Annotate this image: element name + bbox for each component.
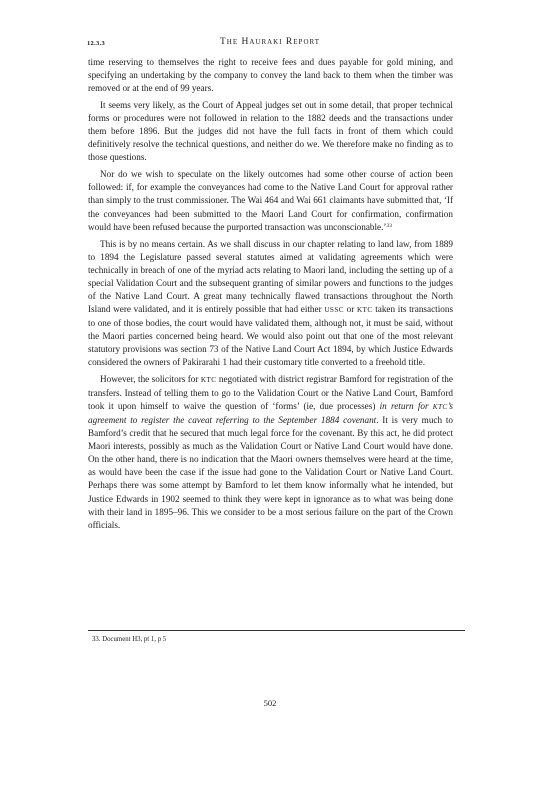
paragraph-text: This is by no means certain. As we shall discuss in our chapter relating to land law, from 1889 to 1894 the Legislature passed several statutes aimed at validating agreements which were technically in breach of one of the myriad acts relating to Maori land, including the setting up of a special Validation Court and the subsequent granting of similar powers and functions to the judges of the Native Land Court. A great many technically flawed transactions throughout the North Island were validated, and it is entirely possible that had either: [88, 238, 453, 314]
footnote-divider: [88, 630, 465, 631]
paragraph: [88, 168, 453, 233]
paragraph-text: or: [343, 303, 357, 314]
paragraph-text: taken its transactions to one of those bodies, the court would have validated them, although not, it must be said, without the Maori parties concerned being heard. We would also point out that one of the most relevant statutory provisions was section 73 of the Native Land Court Act 1894, by which Justice Edwards considered the owners of Pakirarahi 1 had their customary title converted to a freehold title.: [88, 303, 454, 368]
running-head: The Hauraki Report: [219, 37, 321, 47]
italic-segment: in return for: [379, 401, 433, 412]
paragraph-continued: time reserving to themselves the right to receive fees and dues payable for gold mining, and specifying an undertaking by the company to convey the land back to them when the timber was removed or at the end of 99 years.: [88, 57, 453, 94]
small-caps-abbrev: KTC: [200, 376, 217, 385]
paragraph: It seems very likely, as the Court of Appeal judges set out in some detail, that proper technical forms or procedures were not followed in relation to the 1882 deeds and the transactions under them before 1896. But the judges did not have the full facts in front of them which could definitively resolve the technical questions, and neither do we. We therefore make no finding as to those questions.: [88, 100, 453, 163]
small-caps-abbrev: KTC: [432, 403, 448, 412]
footnote-ref[interactable]: 33: [386, 222, 392, 229]
paragraph-text: However, the solicitors for: [100, 374, 201, 385]
italic-segment: ’s agreement to register the caveat referring to the September 1884 covenant: [88, 401, 454, 426]
page-number: 502: [263, 698, 277, 708]
small-caps-abbrev: USSC: [324, 305, 344, 314]
small-caps-abbrev: KTC: [356, 305, 373, 314]
footnote: 33. Document H3, pt 1, p 5: [92, 636, 167, 643]
paragraph-text: negotiated with district registrar Bamford for registration of the transfers. Instead of telling them to go to the Validation Court or the Native Land Court, Bamford took it upon himself to waive the question of ‘forms’ (ie, due processes): [88, 374, 453, 412]
paragraph-text: . It is very much to Bamford’s credit that he secured that much legal force for the covenant. By this act, he did protect Maori interests, possibly as much as the Validation Court or Native Land Court would have done. On the other hand, there is no indication that the Maori owners themselves were heard at the time, as would have been the case if the issue had gone to the Validation Court or Native Land Court. Perhaps there was some attempt by Bamford to let them know informally what he intended, but Justice Edwards in 1902 seemed to think they were kept in ignorance as to what was being done with their land in 1895–96. This we consider to be a most serious failure on the part of the Crown officials.: [88, 415, 453, 530]
body-text: [88, 56, 453, 536]
paragraph: [88, 238, 453, 369]
paragraph-text: Nor do we wish to speculate on the likely outcomes had some other course of action been followed: if, for example the conveyances had come to the Native Land Court for approval rather than simply to the trust commissioner. The Wai 464 and Wai 661 claimants have submitted that, ‘If the conveyances had been submitted to the Maori Land Court for confirmation, confirmation would have been refused because the purported transaction was unconscionable.’: [88, 169, 453, 232]
paragraph: [88, 373, 453, 532]
section-number: 12.3.3: [87, 40, 106, 47]
